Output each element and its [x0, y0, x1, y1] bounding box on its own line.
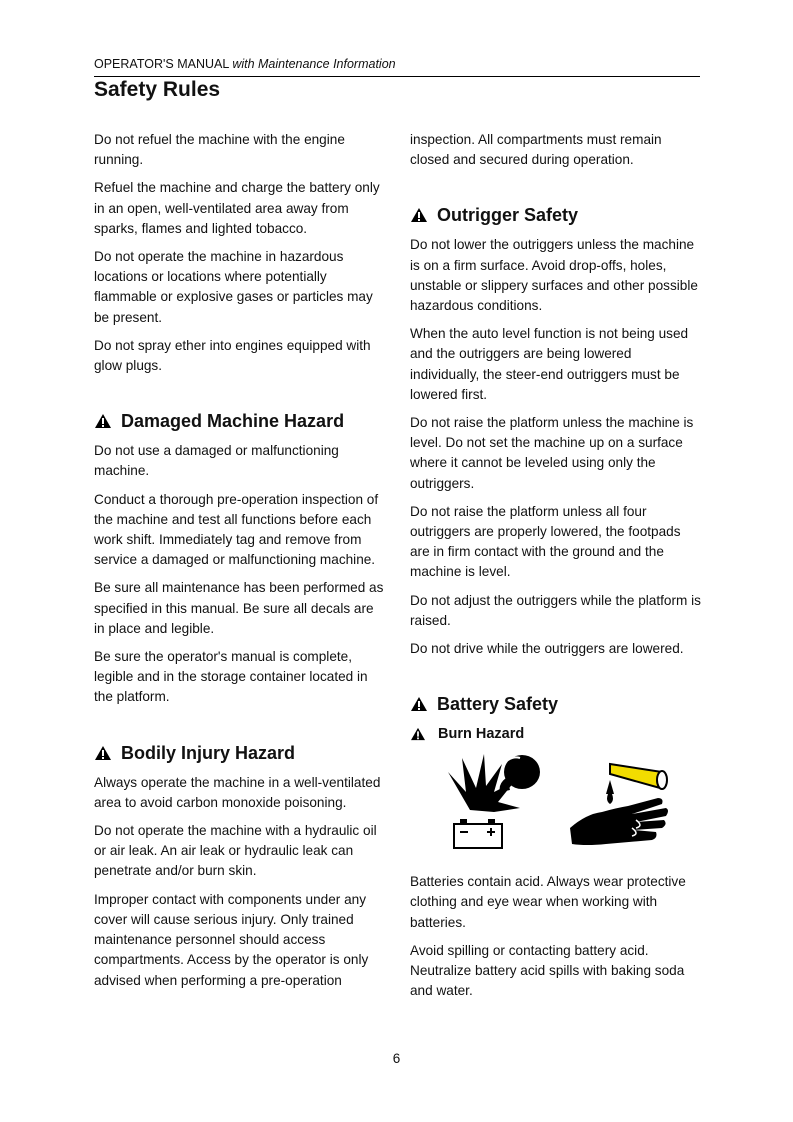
paragraph: Do not spray ether into engines equipped with glow plugs. [94, 337, 371, 374]
manual-title: OPERATOR'S MANUAL [94, 57, 229, 71]
section-heading-damaged-machine [94, 409, 386, 433]
page-number: 6 [392, 1051, 401, 1066]
paragraph: Be sure the operator's manual is complete, legible and in the storage container located in the platform. [94, 649, 368, 705]
paragraph: Be sure all maintenance has been performed as specified in this manual. Be sure all decals are in place and legible. [94, 580, 384, 636]
paragraph: Do not drive while the outriggers are lowered. [410, 641, 684, 657]
manual-subtitle: with Maintenance Information [232, 57, 396, 71]
section-heading-text: Bodily Injury Hazard [121, 742, 296, 763]
paragraph: Do not lower the outriggers unless the machine is on a firm surface. Avoid drop-offs, holes, unstable or slippery surfaces and other possible hazardous conditions. [410, 237, 698, 314]
paragraph: Improper contact with components under any cover will cause serious injury. Only trained maintenance personnel should access compartments. Access by the operator is only advised when performing a pre-operation [94, 891, 369, 988]
paragraph: Batteries contain acid. Always wear protective clothing and eye wear when working with batteries. [410, 874, 686, 930]
subheading-text: Burn Hazard [438, 726, 525, 743]
paragraph: Do not operate the machine in hazardous locations or locations where potentially flammable or explosive gases or particles may be present. [94, 249, 373, 325]
section-heading-text: Battery Safety [437, 694, 559, 715]
section-heading-outrigger-safety [410, 203, 702, 227]
left-column [94, 130, 386, 999]
paragraph: Avoid spilling or contacting battery acid. Neutralize battery acid spills with baking soda and water. [410, 942, 685, 999]
paragraph: Do not refuel the machine with the engine running. [94, 132, 345, 168]
paragraph: Always operate the machine in a well-ventilated area to avoid carbon monoxide poisoning. [94, 774, 381, 810]
paragraph: Do not operate the machine with a hydraulic oil or air leak. An air leak or hydraulic leak can penetrate and/or burn skin. [94, 823, 377, 879]
paragraph: Do not raise the platform unless the machine is level. Do not set the machine up on a surface where it cannot be leveled using only the outriggers. [410, 415, 694, 491]
acid-on-hand-icon [566, 758, 678, 848]
battery-explosion-icon [440, 752, 552, 852]
burn-hazard-illustration [410, 750, 702, 858]
paragraph: Refuel the machine and charge the battery only in an open, well-ventilated area away from sparks, flames and lighted tobacco. [94, 180, 380, 236]
warning-triangle-icon [410, 207, 428, 223]
warning-triangle-icon [410, 696, 428, 712]
section-heading-battery-safety [410, 692, 702, 716]
paragraph: inspection. All compartments must remain closed and secured during operation. [410, 132, 662, 168]
warning-triangle-icon [410, 727, 426, 741]
section-heading-text: Damaged Machine Hazard [121, 411, 345, 432]
paragraph: Do not use a damaged or malfunctioning machine. [94, 443, 339, 479]
right-column [410, 130, 702, 1009]
running-header [94, 56, 700, 77]
section-heading-text: Outrigger Safety [437, 205, 579, 226]
page-title: Safety Rules [94, 78, 221, 101]
section-heading-bodily-injury [94, 741, 386, 765]
subheading-burn-hazard [410, 724, 702, 744]
paragraph: Conduct a thorough pre-operation inspection of the machine and test all functions before each work shift. Immediately tag and remove from service a damaged or malfunctioning machine. [94, 491, 379, 568]
paragraph: When the auto level function is not being used and the outriggers are being lowered individually, the steer-end outriggers must be lowered first. [410, 326, 689, 402]
warning-triangle-icon [94, 413, 112, 429]
warning-triangle-icon [94, 745, 112, 761]
paragraph: Do not raise the platform unless all four outriggers are properly lowered, the footpads are in firm contact with the ground and the machine is level. [410, 503, 681, 580]
paragraph: Do not adjust the outriggers while the platform is raised. [410, 592, 701, 628]
